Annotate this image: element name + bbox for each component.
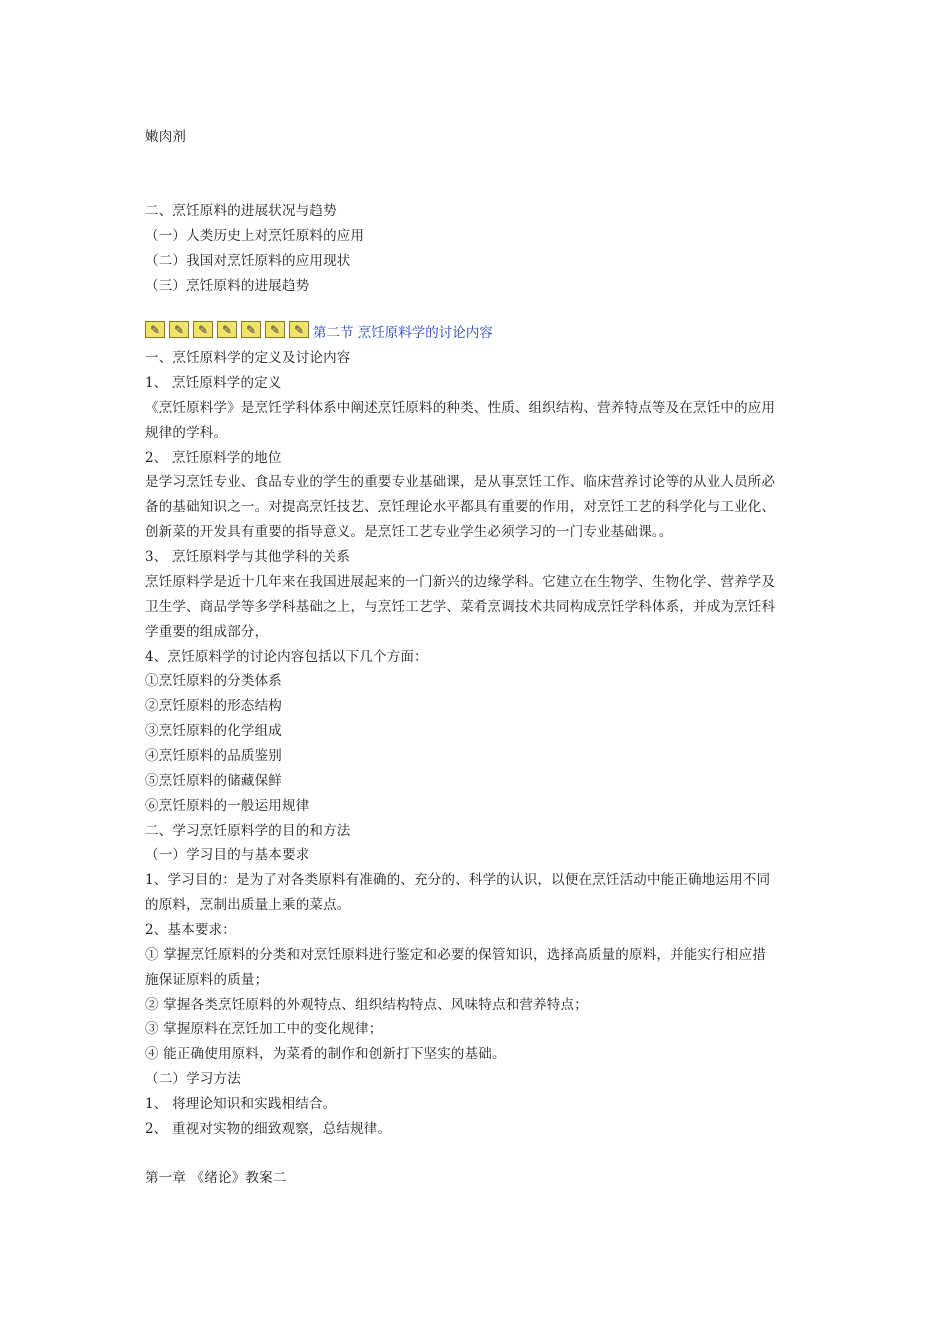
list-item: ④烹饪原料的品质鉴别 [145, 748, 282, 764]
text-line: 1、 将理论知识和实践相结合。 [145, 1096, 337, 1112]
heading-line: 二、烹饪原料的进展状况与趋势 [145, 203, 337, 219]
pencil-icon: ✎ [241, 321, 261, 338]
text-line: 规律的学科。 [145, 425, 228, 441]
text-line: 1、 烹饪原料学的定义 [145, 375, 282, 391]
text-line: 的原料，烹制出质量上乘的菜点。 [145, 897, 351, 913]
text-line: 1、学习目的：是为了对各类原料有准确的、充分的、科学的认识，以便在烹饪活动中能正确地运用不同 [145, 872, 771, 888]
decorative-icon-row [145, 321, 313, 338]
list-item: ②烹饪原料的形态结构 [145, 698, 282, 714]
list-item: ①烹饪原料的分类体系 [145, 673, 282, 689]
text-line: 卫生学、商品学等多学科基础之上，与烹饪工艺学、菜肴烹调技术共同构成烹饪学科体系，并成为烹饪科 [145, 599, 776, 615]
heading-line: 一、烹饪原料学的定义及讨论内容 [145, 350, 351, 366]
chapter-title: 第一章 《绪论》教案二 [145, 1170, 287, 1186]
text-line: 烹饪原料学是近十几年来在我国进展起来的一门新兴的边缘学科。它建立在生物学、生物化学、营养学及 [145, 574, 776, 590]
section-title: 第二节 烹饪原料学的讨论内容 [313, 325, 493, 341]
text-line: （三）烹饪原料的进展趋势 [145, 278, 310, 294]
text-line: 施保证原料的质量； [145, 972, 269, 988]
list-item: ① 掌握烹饪原料的分类和对烹饪原料进行鉴定和必要的保管知识，选择高质量的原料，并能实行相应措 [145, 947, 766, 963]
text-line: 4、烹饪原料学的讨论内容包括以下几个方面： [145, 649, 428, 665]
text-line: 2、 烹饪原料学的地位 [145, 450, 282, 466]
pencil-icon: ✎ [217, 321, 237, 338]
list-item: ⑤烹饪原料的储藏保鲜 [145, 773, 282, 789]
text-line: 学重要的组成部分， [145, 624, 269, 640]
text-line: （一）人类历史上对烹饪原料的应用 [145, 228, 365, 244]
text-line: （二）我国对烹饪原料的应用现状 [145, 253, 351, 269]
list-item: ③烹饪原料的化学组成 [145, 723, 282, 739]
list-item: ⑥烹饪原料的一般运用规律 [145, 798, 310, 814]
text-line: 2、基本要求： [145, 922, 236, 938]
pencil-icon: ✎ [145, 321, 165, 338]
text-line: 《烹饪原料学》是烹饪学科体系中阐述烹饪原料的种类、性质、组织结构、营养特点等及在烹饪中的应用 [145, 400, 776, 416]
pencil-icon: ✎ [169, 321, 189, 338]
text-line: 嫩肉剂 [145, 129, 187, 145]
text-line: 是学习烹饪专业、食品专业的学生的重要专业基础课，是从事烹饪工作、临床营养讨论等的从业人员所必 [145, 474, 776, 490]
list-item: ③ 掌握原料在烹饪加工中的变化规律； [145, 1021, 383, 1037]
pencil-icon: ✎ [289, 321, 309, 338]
text-line: 2、 重视对实物的细致观察，总结规律。 [145, 1121, 392, 1137]
text-line: 3、 烹饪原料学与其他学科的关系 [145, 549, 351, 565]
pencil-icon: ✎ [193, 321, 213, 338]
text-line: 创新菜的开发具有重要的指导意义。是烹饪工艺专业学生必须学习的一门专业基础课。。 [145, 524, 673, 540]
pencil-icon: ✎ [265, 321, 285, 338]
list-item: ④ 能正确使用原料，为菜肴的制作和创新打下坚实的基础。 [145, 1046, 506, 1062]
text-line: （一）学习目的与基本要求 [145, 847, 310, 863]
text-line: （二）学习方法 [145, 1071, 241, 1087]
heading-line: 二、学习烹饪原料学的目的和方法 [145, 823, 351, 839]
text-line: 备的基础知识之一。对提高烹饪技艺、烹饪理论水平都具有重要的作用，对烹饪工艺的科学化与工业化、 [145, 499, 776, 515]
list-item: ② 掌握各类烹饪原料的外观特点、组织结构特点、风味特点和营养特点； [145, 997, 588, 1013]
